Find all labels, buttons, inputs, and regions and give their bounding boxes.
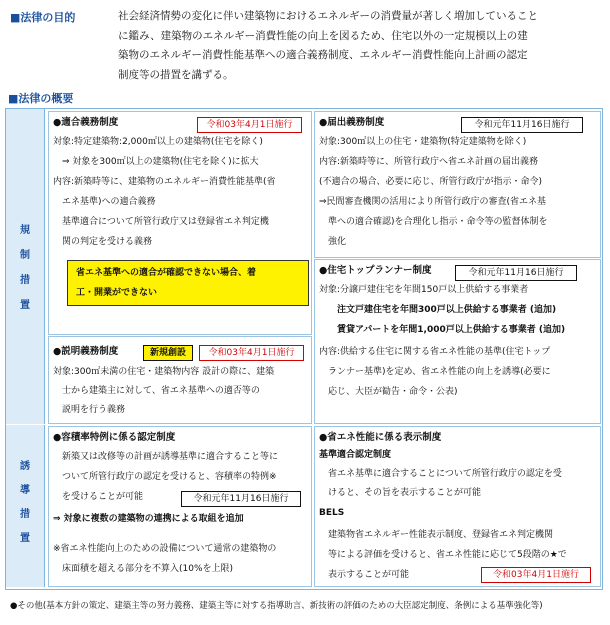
capacity-box — [48, 426, 312, 587]
conformity-box — [48, 111, 312, 335]
notification-line: 対象:300㎡以上の住宅・建築物(特定建築物を除く) — [319, 137, 527, 147]
purpose-line: に鑑み、建築物のエネルギー消費性能の向上を図るため、住宅以外の一定規模以上の建 — [118, 29, 528, 42]
capacity-line: ※省エネ性能向上のための設備について通常の建築物の — [53, 544, 277, 554]
capacity-line: を受けることが可能 — [53, 492, 144, 502]
labeling-line: BELS — [319, 508, 345, 518]
notification-line: 準への適合確認)を合理化し指示・命令等の監督体制を — [319, 217, 548, 227]
side-char: 措 — [20, 509, 30, 520]
labeling-line: 基準適合認定制度 — [319, 450, 392, 460]
toprunner-box — [314, 259, 601, 424]
toprunner-line: 注文戸建住宅を年間300戸以上供給する事業者 (追加) — [319, 305, 557, 315]
labeling-line: 省エネ基準に適合することについて所管行政庁の認定を受 — [319, 469, 562, 479]
labeling-title: ●省エネ性能に係る表示制度 — [319, 432, 442, 443]
conformity-line: 関の判定を受ける義務 — [53, 237, 153, 247]
purpose-text — [118, 7, 588, 85]
capacity-line: 床面積を超える部分を不算入(10%を上限) — [53, 564, 234, 574]
conformity-title: ●適合義務制度 — [53, 117, 119, 128]
toprunner-line: 内容:供給する住宅に関する省エネ性能の基準(住宅トップ — [319, 347, 551, 357]
notification-line: (不適合の場合、必要に応じ、所管行政庁が指示・命令) — [319, 177, 543, 187]
labeling-line: 等による評価を受けると、省エネ性能に応じて5段階の★で — [319, 550, 567, 560]
side-char: 措 — [20, 275, 30, 286]
labeling-line: 表示することが可能 — [319, 570, 410, 580]
notification-line: 強化 — [319, 237, 347, 247]
labeling-box — [314, 426, 601, 587]
toprunner-line: 対象:分譲戸建住宅を年間150戸以上供給する事業者 — [319, 285, 529, 295]
side-char: 制 — [20, 250, 30, 261]
footer-note: ●その他(基本方針の策定、建築主等の努力義務、建築主等に対する指導助言、新技術の評価のための大臣認定制度、条例による基準強化等) — [10, 601, 543, 611]
explanation-box — [48, 336, 312, 424]
explanation-date-tag: 令和03年4月1日施行 — [199, 345, 304, 361]
explanation-line: 対象:300㎡未満の住宅・建築物内容 設計の際に、建築 — [53, 367, 275, 377]
conformity-line: 基準適合について所管行政庁又は登録省エネ判定機 — [53, 217, 269, 227]
toprunner-title: ●住宅トップランナー制度 — [319, 265, 432, 276]
toprunner-line: ランナー基準)を定め、省エネ性能の向上を誘導(必要に — [319, 367, 551, 377]
labeling-date-tag: 令和03年4月1日施行 — [481, 567, 591, 583]
labeling-line: 建築物省エネルギー性能表示制度、登録省エネ判定機関 — [319, 530, 554, 540]
notification-title: ●届出義務制度 — [319, 117, 385, 128]
warning-line: 省エネ基準への適合が確認できない場合、着 — [76, 268, 257, 278]
explanation-line: 士から建築主に対して、省エネ基準への適否等の — [53, 386, 260, 396]
side-char: 置 — [20, 300, 30, 311]
toprunner-line: 賃貸アパートを年間1,000戸以上供給する事業者 (追加) — [319, 325, 566, 335]
conformity-date-tag: 令和03年4月1日施行 — [197, 117, 302, 133]
overview-heading: ■法律の概要 — [8, 92, 74, 105]
notification-line: ⇒民間審査機関の活用により所管行政庁の審査(省エネ基 — [319, 197, 547, 207]
explanation-line: 説明を行う義務 — [53, 405, 126, 415]
notification-date-tag: 令和元年11月16日施行 — [461, 117, 583, 133]
toprunner-date-tag: 令和元年11月16日施行 — [455, 265, 577, 281]
purpose-heading: ■法律の目的 — [10, 11, 76, 24]
side-char: 誘 — [20, 461, 30, 472]
capacity-date-tag: 令和元年11月16日施行 — [181, 491, 301, 507]
purpose-line: 制度等の措置を講ずる。 — [118, 68, 234, 81]
conformity-line: 内容:新築時等に、建築物のエネルギー消費性能基準(省 — [53, 177, 276, 187]
capacity-line: ⇒ 対象に複数の建築物の連携による取組を追加 — [53, 514, 244, 524]
new-tag: 新規創設 — [143, 345, 193, 361]
notification-line: 内容:新築時等に、所管行政庁へ省エネ計画の届出義務 — [319, 157, 539, 167]
side-char: 置 — [20, 533, 30, 544]
conformity-line: ⇒ 対象を300㎡以上の建築物(住宅を除く)に拡大 — [53, 157, 259, 167]
explanation-title: ●説明義務制度 — [53, 346, 119, 357]
side-char: 導 — [20, 485, 30, 496]
toprunner-line: 応じ、大臣が勧告・命令・公表) — [319, 387, 458, 397]
labeling-line: けると、その旨を表示することが可能 — [319, 488, 482, 498]
side-char: 規 — [20, 225, 30, 236]
capacity-title: ●容積率特例に係る認定制度 — [53, 432, 176, 443]
capacity-line: ついて所管行政庁の認定を受けると、容積率の特例※ — [53, 472, 277, 482]
purpose-line: 築物のエネルギー消費性能基準への適合義務制度、エネルギー消費性能向上計画の認定 — [118, 49, 528, 61]
purpose-line: 社会経済情勢の変化に伴い建築物におけるエネルギーの消費量が著しく増加していること — [118, 10, 538, 22]
conformity-line: 対象:特定建築物:2,000㎡以上の建築物(住宅を除く) — [53, 137, 263, 147]
conformity-warning — [67, 260, 309, 306]
warning-line: 工・開業ができない — [76, 288, 158, 298]
capacity-line: 新築又は改修等の計画が誘導基準に適合すること等に — [53, 452, 279, 462]
notification-box — [314, 111, 601, 258]
conformity-line: エネ基準)への適合義務 — [53, 197, 156, 207]
